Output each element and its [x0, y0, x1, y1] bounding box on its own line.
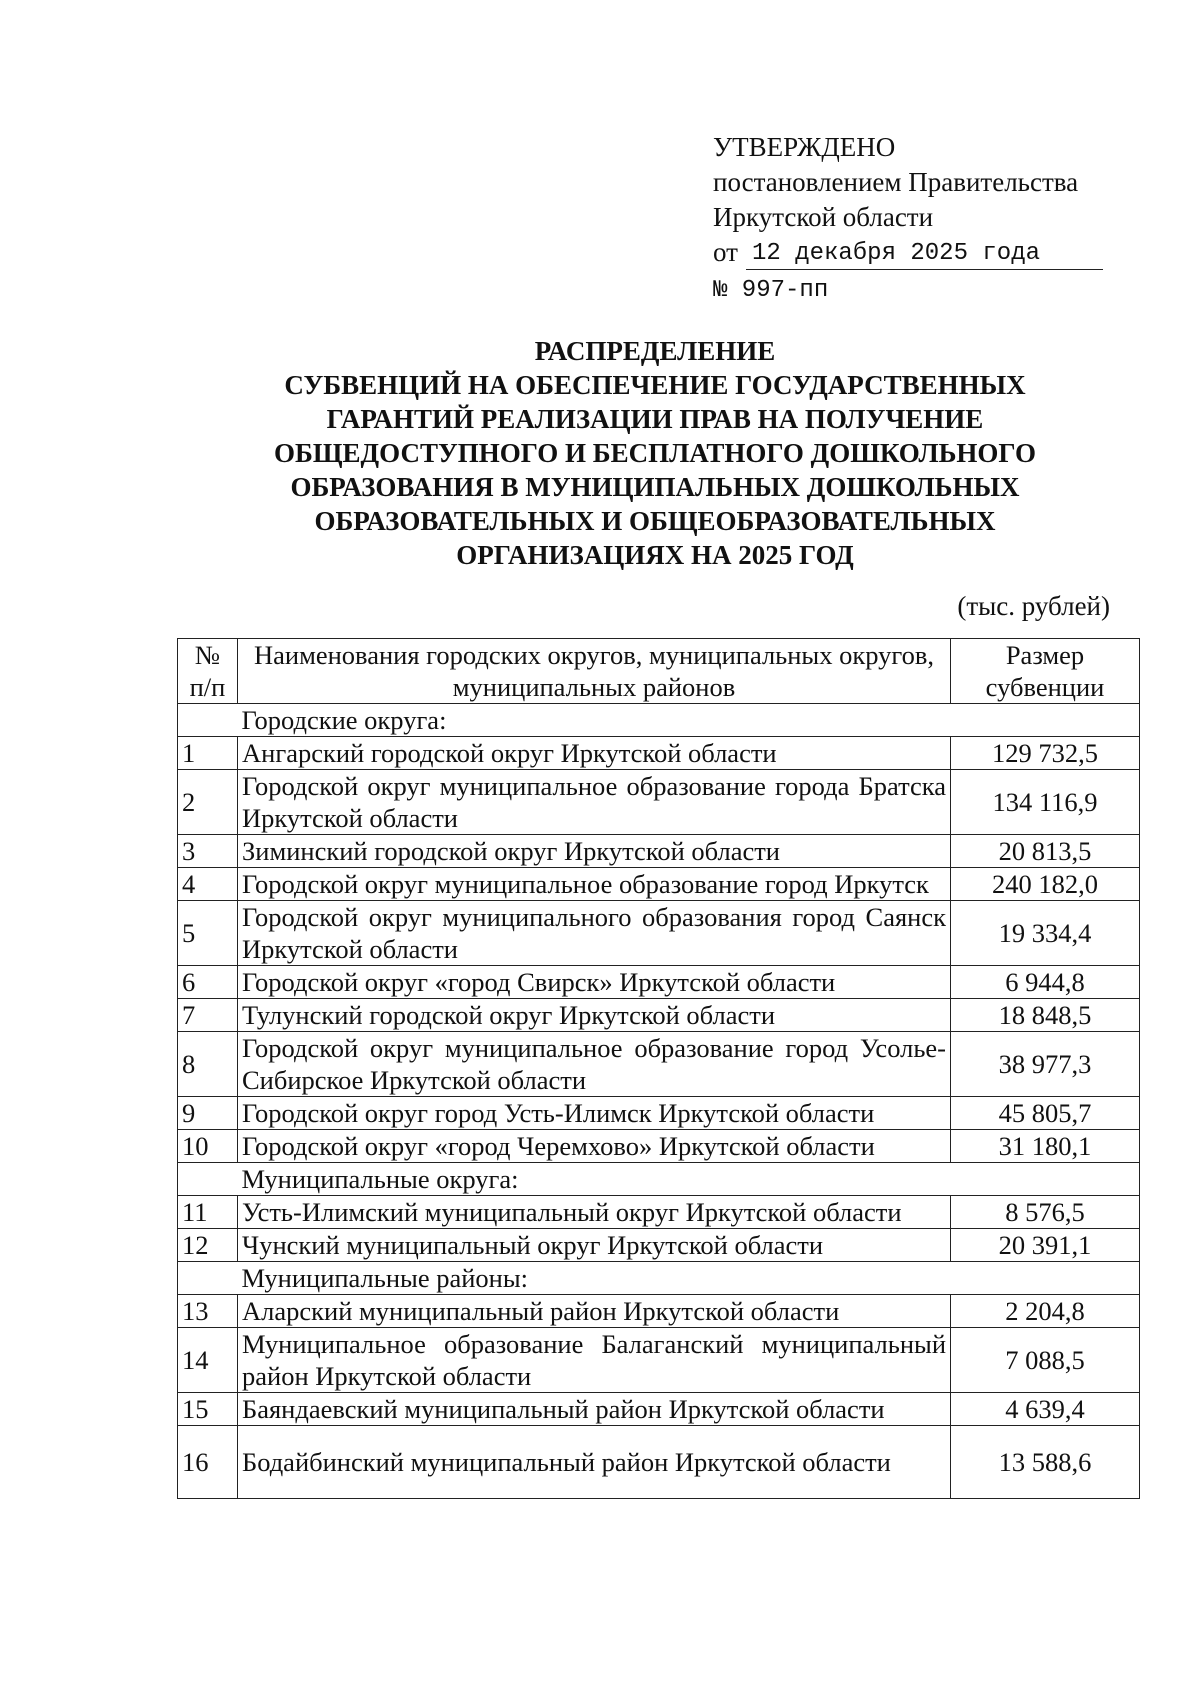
row-num: 9	[178, 1097, 238, 1130]
row-name: Городской округ муниципального образования город Саянск Иркутской области	[238, 901, 951, 966]
row-name: Зиминский городской округ Иркутской области	[238, 835, 951, 868]
row-name: Аларский муниципальный район Иркутской области	[238, 1295, 951, 1328]
table-row	[178, 1328, 1140, 1393]
table-header-row	[178, 639, 1140, 704]
row-num: 8	[178, 1032, 238, 1097]
row-amount: 8 576,5	[951, 1196, 1140, 1229]
table-row	[178, 1229, 1140, 1262]
title-line: ОБРАЗОВАТЕЛЬНЫХ И ОБЩЕОБРАЗОВАТЕЛЬНЫХ	[314, 506, 996, 536]
row-name: Муниципальное образование Балаганский муниципальный район Иркутской области	[238, 1328, 951, 1393]
table-row	[178, 770, 1140, 835]
approval-number: № 997-пп	[713, 277, 829, 304]
row-name: Городской округ муниципальное образование города Братска Иркутской области	[238, 770, 951, 835]
table-row	[178, 966, 1140, 999]
row-amount: 38 977,3	[951, 1032, 1140, 1097]
table-row	[178, 999, 1140, 1032]
approval-date-row	[713, 235, 1103, 270]
row-num: 11	[178, 1196, 238, 1229]
approval-line-2: Иркутской области	[713, 202, 934, 232]
row-name: Городской округ «город Черемхово» Иркутской области	[238, 1130, 951, 1163]
row-num: 4	[178, 868, 238, 901]
header-num: № п/п	[178, 639, 238, 704]
row-num: 15	[178, 1393, 238, 1426]
row-amount: 7 088,5	[951, 1328, 1140, 1393]
row-amount: 45 805,7	[951, 1097, 1140, 1130]
row-num: 5	[178, 901, 238, 966]
table-row	[178, 1032, 1140, 1097]
subvention-table	[177, 638, 1140, 1499]
table-row	[178, 737, 1140, 770]
section-row	[178, 704, 1140, 737]
row-num: 3	[178, 835, 238, 868]
title-line: СУБВЕНЦИЙ НА ОБЕСПЕЧЕНИЕ ГОСУДАРСТВЕННЫХ	[284, 370, 1026, 400]
row-num: 16	[178, 1426, 238, 1499]
row-amount: 2 204,8	[951, 1295, 1140, 1328]
row-num: 6	[178, 966, 238, 999]
row-num: 13	[178, 1295, 238, 1328]
section-row	[178, 1262, 1140, 1295]
units-label: (тыс. рублей)	[957, 591, 1110, 621]
row-num: 2	[178, 770, 238, 835]
row-amount: 129 732,5	[951, 737, 1140, 770]
title-line: ОРГАНИЗАЦИЯХ НА 2025 ГОД	[456, 540, 854, 570]
row-amount: 20 813,5	[951, 835, 1140, 868]
row-num: 1	[178, 737, 238, 770]
title-line: РАСПРЕДЕЛЕНИЕ	[534, 336, 776, 366]
table-row	[178, 901, 1140, 966]
section-label: Городские округа:	[238, 704, 951, 737]
row-num: 12	[178, 1229, 238, 1262]
section-label: Муниципальные районы:	[238, 1262, 951, 1295]
approval-date: 12 декабря 2025 года	[746, 239, 1103, 270]
row-amount: 134 116,9	[951, 770, 1140, 835]
table-row	[178, 1426, 1140, 1499]
title-line: ОБЩЕДОСТУПНОГО И БЕСПЛАТНОГО ДОШКОЛЬНОГО	[274, 438, 1036, 468]
table-row	[178, 868, 1140, 901]
title-line: ГАРАНТИЙ РЕАЛИЗАЦИИ ПРАВ НА ПОЛУЧЕНИЕ	[326, 404, 984, 434]
table-row	[178, 1295, 1140, 1328]
row-name: Тулунский городской округ Иркутской области	[238, 999, 951, 1032]
row-amount: 6 944,8	[951, 966, 1140, 999]
header-name: Наименования городских округов, муниципальных округов, муниципальных районов	[238, 639, 951, 704]
row-amount: 4 639,4	[951, 1393, 1140, 1426]
approval-date-prefix: от	[713, 237, 738, 267]
row-amount: 18 848,5	[951, 999, 1140, 1032]
table-row	[178, 1196, 1140, 1229]
approval-stamp	[713, 130, 1103, 306]
row-num: 10	[178, 1130, 238, 1163]
row-amount: 13 588,6	[951, 1426, 1140, 1499]
row-amount: 19 334,4	[951, 901, 1140, 966]
table-row	[178, 1393, 1140, 1426]
table-row	[178, 835, 1140, 868]
row-name: Баяндаевский муниципальный район Иркутской области	[238, 1393, 951, 1426]
table-row	[178, 1097, 1140, 1130]
approval-line-1: постановлением Правительства	[713, 167, 1079, 197]
section-label: Муниципальные округа:	[238, 1163, 951, 1196]
row-name: Усть-Илимский муниципальный округ Иркутской области	[238, 1196, 951, 1229]
row-amount: 20 391,1	[951, 1229, 1140, 1262]
table-row	[178, 1130, 1140, 1163]
row-name: Городской округ «город Свирск» Иркутской области	[238, 966, 951, 999]
row-name: Бодайбинский муниципальный район Иркутской области	[238, 1426, 951, 1499]
row-num: 14	[178, 1328, 238, 1393]
title-line: ОБРАЗОВАНИЯ В МУНИЦИПАЛЬНЫХ ДОШКОЛЬНЫХ	[290, 472, 1020, 502]
header-amount: Размер субвенции	[951, 639, 1140, 704]
row-num: 7	[178, 999, 238, 1032]
document-title	[200, 334, 1110, 572]
row-name: Городской округ муниципальное образование город Иркутск	[238, 868, 951, 901]
row-amount: 240 182,0	[951, 868, 1140, 901]
row-amount: 31 180,1	[951, 1130, 1140, 1163]
section-row	[178, 1163, 1140, 1196]
approval-status: УТВЕРЖДЕНО	[713, 132, 896, 162]
row-name: Городской округ город Усть-Илимск Иркутской области	[238, 1097, 951, 1130]
row-name: Городской округ муниципальное образование город Усолье-Сибирское Иркутской области	[238, 1032, 951, 1097]
row-name: Чунский муниципальный округ Иркутской области	[238, 1229, 951, 1262]
row-name: Ангарский городской округ Иркутской области	[238, 737, 951, 770]
